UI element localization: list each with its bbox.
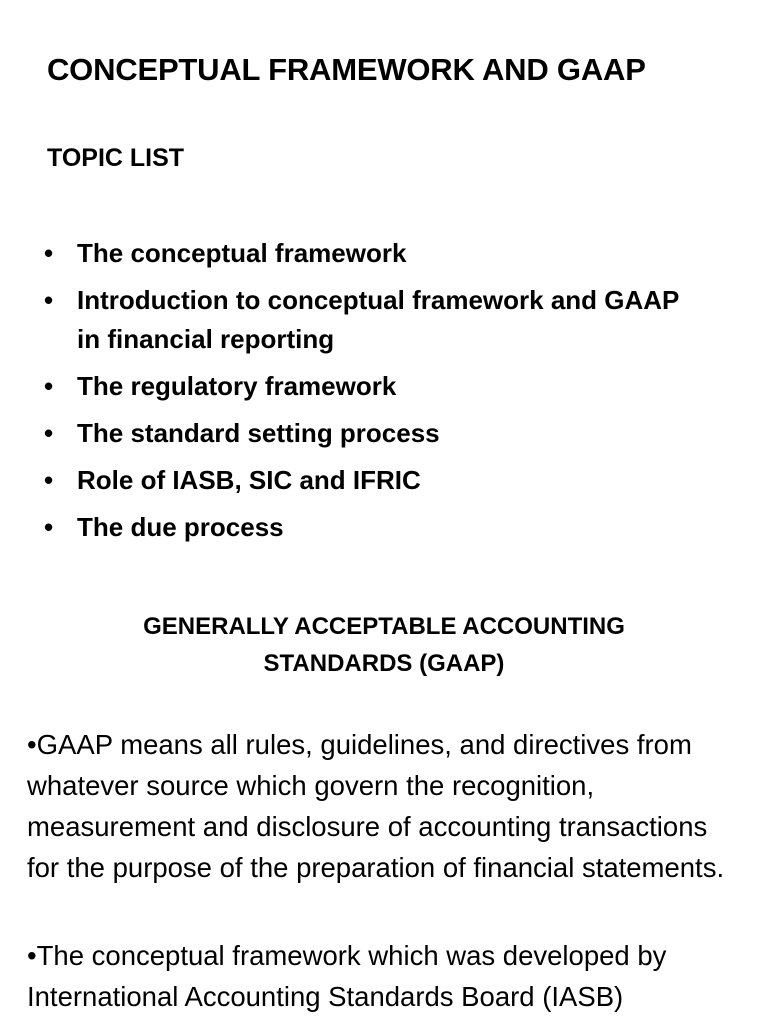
topic-text: Introduction to conceptual framework and GAAP in financial reporting xyxy=(77,285,679,354)
list-item xyxy=(40,461,700,500)
topic-text: The due process xyxy=(77,512,284,542)
list-item xyxy=(40,367,700,406)
page-title: CONCEPTUAL FRAMEWORK AND GAAP xyxy=(47,52,646,87)
list-item xyxy=(40,414,700,453)
list-item xyxy=(40,234,700,273)
bullet-icon: • xyxy=(44,371,54,401)
section-heading-gaap: GENERALLY ACCEPTABLE ACCOUNTING STANDARDS (GAAP) xyxy=(143,613,625,677)
topic-list xyxy=(40,234,700,555)
topic-text: Role of IASB, SIC and IFRIC xyxy=(77,465,421,495)
topic-list-heading: TOPIC LIST xyxy=(47,144,185,172)
topic-text: The regulatory framework xyxy=(77,371,397,401)
paragraph-conceptual-framework: •The conceptual framework which was developed by International Accounting Standards Board (IASB) xyxy=(27,940,667,1012)
paragraph-gaap-definition: •GAAP means all rules, guidelines, and directives from whatever source which govern the recognition, measurement and disclosure of accounting transactions for the purpose of the preparation of financial statements. xyxy=(27,729,725,883)
bullet-icon: • xyxy=(44,285,54,315)
topic-text: The standard setting process xyxy=(77,418,440,448)
bullet-icon: • xyxy=(44,465,54,495)
list-item xyxy=(40,281,700,359)
bullet-icon: • xyxy=(44,238,54,268)
bullet-icon: • xyxy=(44,512,54,542)
list-item xyxy=(40,508,700,547)
topic-text: The conceptual framework xyxy=(77,238,407,268)
bullet-icon: • xyxy=(44,418,54,448)
